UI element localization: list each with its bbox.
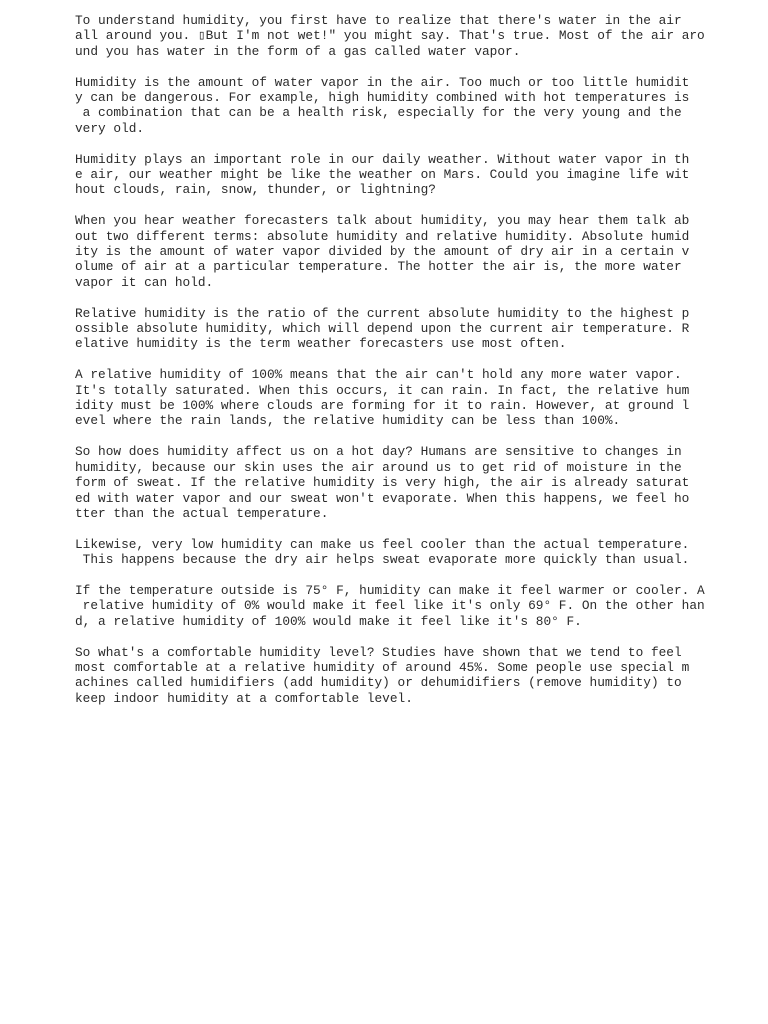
paragraph-hot-day <box>75 444 735 521</box>
text-line: Humidity plays an important role in our daily weather. Without water vapor in th <box>75 151 690 167</box>
text-line: hout clouds, rain, snow, thunder, or lightning? <box>75 182 436 198</box>
text-line: idity must be 100% where clouds are forming for it to rain. However, at ground l <box>75 398 690 414</box>
text-line: a combination that can be a health risk, especially for the very young and the <box>75 105 682 121</box>
text-line: ossible absolute humidity, which will depend upon the current air temperature. R <box>75 321 690 337</box>
text-line: keep indoor humidity at a comfortable level. <box>75 690 413 706</box>
text-line: Likewise, very low humidity can make us feel cooler than the actual temperature. <box>75 536 690 552</box>
text-line: achines called humidifiers (add humidity) or dehumidifiers (remove humidity) to <box>75 675 682 691</box>
text-line: form of sweat. If the relative humidity is very high, the air is already saturat <box>75 475 690 491</box>
paragraph-humidity-definition <box>75 75 735 137</box>
text-line: A relative humidity of 100% means that the air can't hold any more water vapor. <box>75 367 682 383</box>
paragraph-water-in-air <box>75 13 735 59</box>
paragraph-daily-weather <box>75 152 735 198</box>
text-line: It's totally saturated. When this occurs, it can rain. In fact, the relative hum <box>75 382 690 398</box>
paragraph-absolute-humidity <box>75 213 735 290</box>
paragraph-comfortable-level <box>75 645 735 707</box>
text-line: elative humidity is the term weather forecasters use most often. <box>75 336 567 352</box>
text-line: olume of air at a particular temperature. The hotter the air is, the more water <box>75 259 682 275</box>
text-line: d, a relative humidity of 100% would make it feel like it's 80° F. <box>75 613 582 629</box>
text-line: ity is the amount of water vapor divided by the amount of dry air in a certain v <box>75 244 690 260</box>
text-line: relative humidity of 0% would make it feel like it's only 69° F. On the other han <box>75 598 705 614</box>
text-line: ed with water vapor and our sweat won't evaporate. When this happens, we feel ho <box>75 490 690 506</box>
text-line: When you hear weather forecasters talk about humidity, you may hear them talk ab <box>75 213 690 229</box>
text-line: This happens because the dry air helps sweat evaporate more quickly than usual. <box>75 552 690 568</box>
text-line: Humidity is the amount of water vapor in the air. Too much or too little humidit <box>75 74 690 90</box>
text-line: So how does humidity affect us on a hot day? Humans are sensitive to changes in <box>75 444 682 460</box>
text-line: So what's a comfortable humidity level? Studies have shown that we tend to feel <box>75 644 682 660</box>
text-line: tter than the actual temperature. <box>75 505 329 521</box>
text-line: out two different terms: absolute humidity and relative humidity. Absolute humid <box>75 228 690 244</box>
paragraph-low-humidity <box>75 537 735 568</box>
text-line: If the temperature outside is 75° F, humidity can make it feel warmer or cooler. A <box>75 582 705 598</box>
text-line: To understand humidity, you first have to realize that there's water in the air <box>75 13 682 28</box>
document-body <box>75 13 735 722</box>
paragraph-saturation <box>75 367 735 429</box>
text-line: vapor it can hold. <box>75 274 214 290</box>
text-line: humidity, because our skin uses the air around us to get rid of moisture in the <box>75 459 682 475</box>
paragraph-relative-humidity <box>75 306 735 352</box>
text-line: Relative humidity is the ratio of the current absolute humidity to the highest p <box>75 305 690 321</box>
text-line: e air, our weather might be like the weather on Mars. Could you imagine life wit <box>75 167 690 183</box>
text-line: most comfortable at a relative humidity of around 45%. Some people use special m <box>75 659 690 675</box>
text-line: y can be dangerous. For example, high humidity combined with hot temperatures is <box>75 90 690 106</box>
text-line: very old. <box>75 120 145 136</box>
text-line: evel where the rain lands, the relative humidity can be less than 100%. <box>75 413 621 429</box>
text-line: all around you. ▯But I'm not wet!" you might say. That's true. Most of the air aro <box>75 28 705 44</box>
text-line: und you has water in the form of a gas called water vapor. <box>75 43 521 59</box>
paragraph-temperature-example <box>75 583 735 629</box>
